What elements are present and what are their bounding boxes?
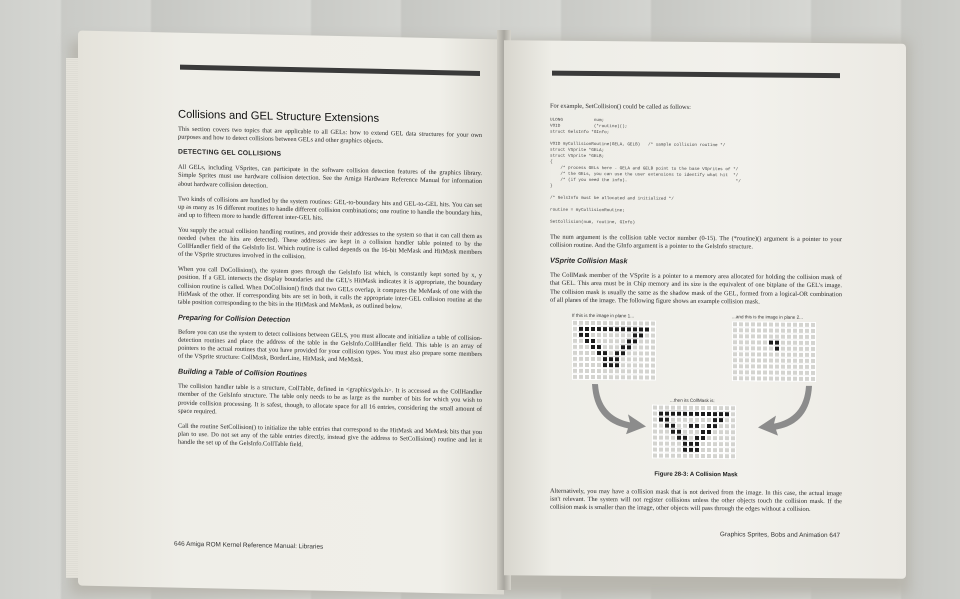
paragraph: The collision handler table is a structure, CollTable, defined in <graphics/gels.h>. It is accessed as the CollHandler member of the GelsInfo structure. The table only needs to be as large as the number of bits for which you wish to provide collision processing. It is safest, though, to allocate space for all 16 entries, considering the small amount of space required. bbox=[178, 382, 482, 416]
plane2-label: ...and this is the image in plane 2... bbox=[732, 313, 803, 320]
plane2-grid bbox=[732, 321, 816, 382]
paragraph: The num argument is the collision table vector number (0-15). The (*routine)() argument is a pointer to your collision routine. And the GInfo argument is a pointer to the GelsInfo structure. bbox=[550, 233, 842, 251]
right-page-content bbox=[550, 103, 842, 522]
header-rule bbox=[180, 65, 480, 76]
left-curved-arrow bbox=[592, 382, 648, 434]
code-line: ULONG num; bbox=[550, 117, 605, 124]
header-rule bbox=[552, 71, 840, 79]
building-heading: Building a Table of Collision Routines bbox=[178, 366, 308, 379]
grid-cell bbox=[730, 453, 736, 459]
collmask-grid bbox=[652, 404, 736, 459]
code-line: /* the GELs, you can use the user extensions to identify what hit */ bbox=[550, 171, 739, 179]
code-line: } bbox=[550, 183, 553, 189]
code-line: /* GelsInfo must be allocated and initialized */ bbox=[550, 195, 674, 202]
paragraph: All GELs, including VSprites, can participate in the software collision detection features of the graphics library. Simple Sprites must use hardware collision detection. See the Amiga Hardware Reference Manual for information about hardware collision detection. bbox=[178, 164, 482, 190]
preparing-heading: Preparing for Collision Detection bbox=[178, 312, 291, 324]
paragraph: Call the routine SetCollision() to initialize the table entries that correspond to the HitMask and MeMask bits that you plan to use. Do not set any of the table entries directly, instead give the address to SetCollision() routine and let it handle the set up of the GelsInfo.CollTable field. bbox=[178, 422, 482, 449]
code-line: { bbox=[550, 159, 553, 165]
plane1-label: If this is the image in plane 1... bbox=[572, 312, 635, 319]
collmask-label: ...then its CollMask is: bbox=[670, 397, 715, 403]
paragraph: Two kinds of collisions are handled by the system routines: GEL-to-boundary hits and GEL-to-GEL hits. You can set up as many as 16 different routines to handle different collision combinations; one routine to handle the boundary hits, and up to fifteen more to handle different inter-GEL hits. bbox=[178, 195, 482, 222]
code-line: /* process GELs here - GELA and GELB point to the base VSprites of */ bbox=[550, 165, 739, 173]
code-line: struct VSprite *GELB; bbox=[550, 153, 605, 160]
right-curved-arrow bbox=[756, 383, 812, 435]
code-line: struct VSprite *GELA; bbox=[550, 147, 605, 154]
code-line: routine = myCollisionRoutine; bbox=[550, 207, 625, 214]
code-line: VOID (*routine)(); bbox=[550, 123, 628, 130]
paragraph: When you call DoCollision(), the system goes through the GelsInfo list which, is constantly kept sorted by x, y position. If a GEL intersects the display boundaries and the GEL's HitMask indicates it is appropriate, the boundary collision routine is called. When DoCollision() finds that two GELs overlap, it compares the MeMask of one with the HitMask of the other. If corresponding bits are set in both, it calls the appropriate inter-GEL collision routine at the table position corresponding to the bits in the HitMask and MeMask, as outlined below. bbox=[178, 265, 482, 311]
right-page-footer: Graphics Sprites, Bobs and Animation 647 bbox=[719, 531, 840, 540]
collision-mask-figure bbox=[550, 311, 842, 486]
left-page-content bbox=[178, 108, 482, 460]
figure-caption: Figure 28-3: A Collision Mask bbox=[654, 471, 738, 479]
intro-paragraph: This section covers two topics that are applicable to all GELs: how to extend GEL data structures for your own purposes and how to detect collisions between GELs and other graphics objects. bbox=[178, 125, 482, 146]
code-listing bbox=[550, 118, 842, 229]
code-line: /* (if you need the info). */ bbox=[550, 177, 741, 185]
collmask-heading: VSprite Collision Mask bbox=[550, 255, 628, 266]
left-page bbox=[78, 31, 504, 595]
section-title: Collisions and GEL Structure Extensions bbox=[178, 108, 380, 125]
right-page bbox=[504, 40, 906, 579]
paragraph: Alternatively, you may have a collision mask that is not derived from the image. In this case, the actual image isn't relevant. The system will not register collisions unless the other objects touch the collision mask. If the collision mask is smaller than the image, other objects will pass through the edges without a collision. bbox=[550, 487, 842, 513]
example-intro: For example, SetCollision() could be called as follows: bbox=[550, 102, 691, 111]
paragraph: Before you can use the system to detect collisions between GELS, you must allocate and initialize a table of collision-detection routines and place the address of the table in the GelsInfo.CollHandler field. This table is an array of pointers to the actual routines that you have provided for your collision types. You must also prepare some members of the VSprite structure: CollMask, BorderLine, HitMask, and MeMask. bbox=[178, 328, 482, 364]
code-line: SetCollision(num, routine, GInfo) bbox=[550, 219, 636, 226]
grid-cell bbox=[810, 376, 816, 382]
grid-cell bbox=[650, 374, 656, 380]
paragraph: You supply the actual collision handling routines, and provide their addresses to the system so that it can call them as needed (when the hits are detected). These addresses are kept in a collision handler table pointed to by the CollHandler field of the GelsInfo list. Which routine is called depends on the 16-bit MeMask and HitMask members of the VSprite structures involved in the collision. bbox=[178, 226, 482, 261]
paragraph: The CollMask member of the VSprite is a pointer to a memory area allocated for holding the collision mask of that GEL. This area must be in Chip memory and its size is the equivalent of one bitplane of the GEL's image. The collision mask is usually the same as the shadow mask of the GEL, formed from a logical-OR combination of all planes of the image. The following figure shows an example collision mask. bbox=[550, 272, 842, 306]
code-line: VOID myCollisionRoutine(GELA, GELB) /* sample collision routine */ bbox=[550, 141, 726, 149]
code-line: struct GelsInfo *GInfo; bbox=[550, 129, 610, 136]
plane1-grid bbox=[572, 320, 656, 381]
left-page-footer: 646 Amiga ROM Kernel Reference Manual: Libraries bbox=[174, 540, 324, 551]
detecting-heading: DETECTING GEL COLLISIONS bbox=[178, 148, 282, 159]
